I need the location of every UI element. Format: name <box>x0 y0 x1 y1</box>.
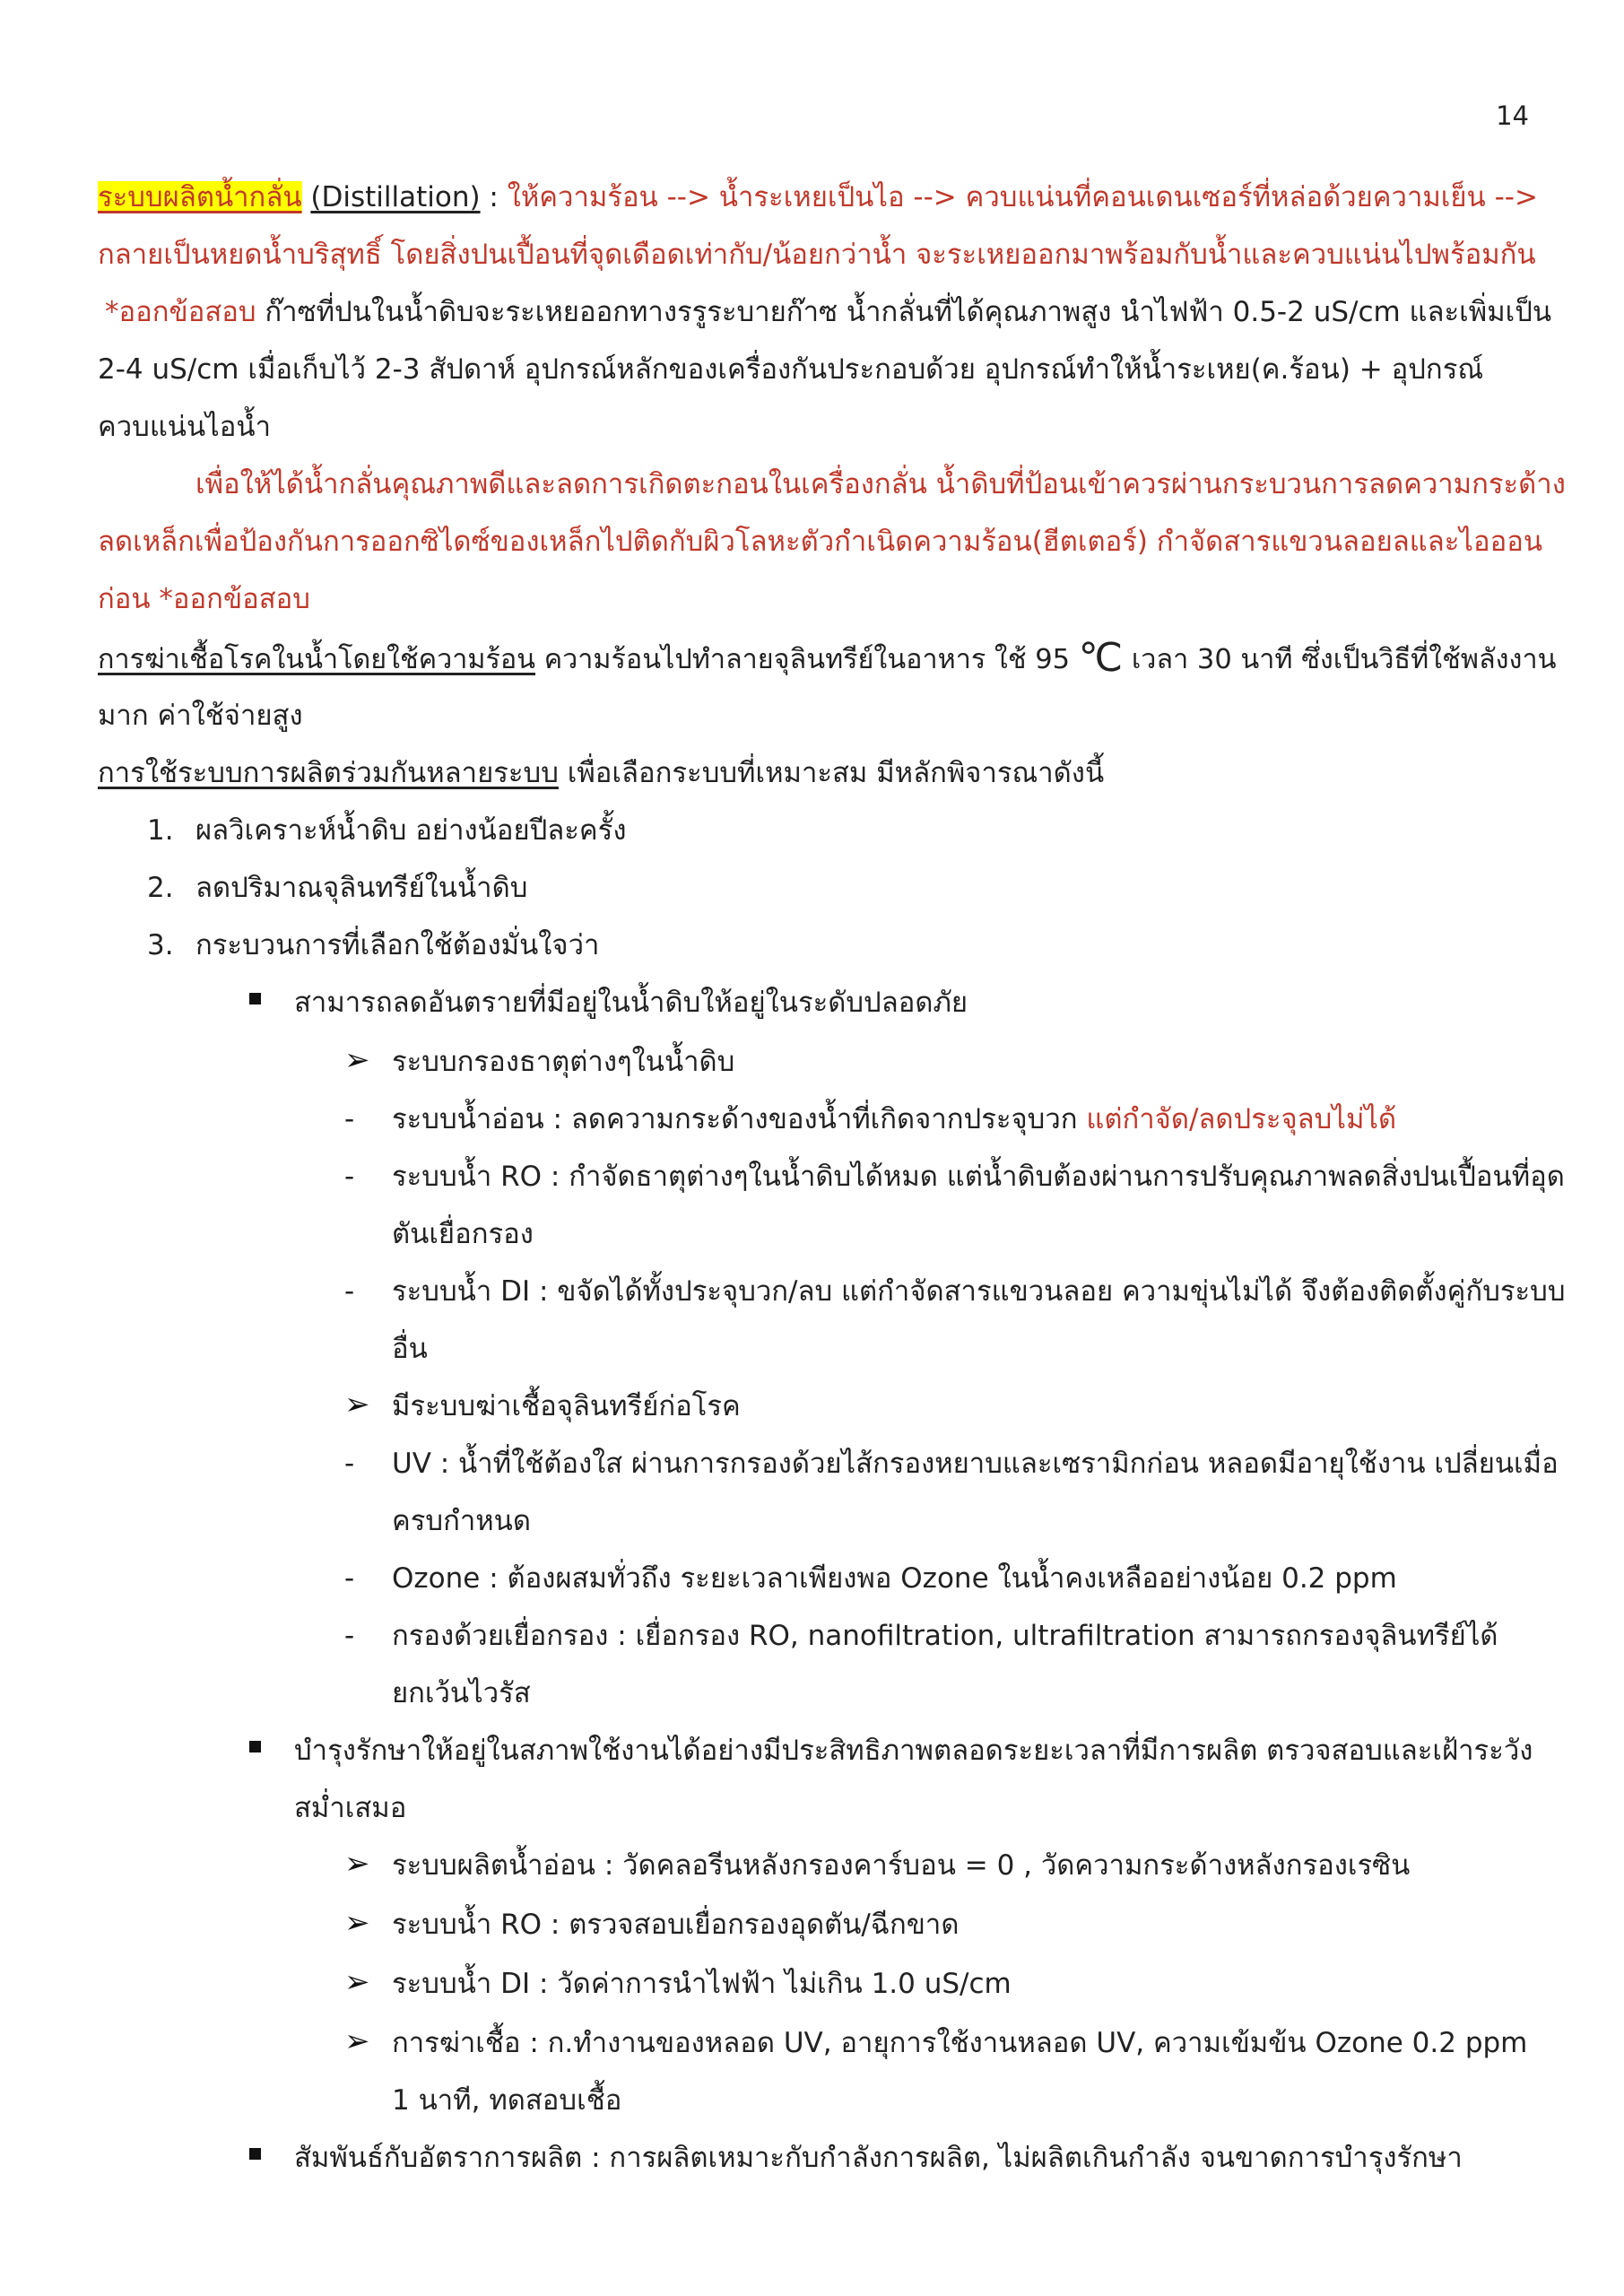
pretreatment-line-2: ลดเหล็กเพื่อป้องกันการออกซิไดซ์ของเหล็กไปติดกับผิวโลหะตัวกำเนิดความร้อน(ฮีตเตอร์) กำจัดสารแขวนลอยลและไอออน <box>98 526 1543 558</box>
soft-water-note: แต่กำจัด/ลดประจุลบไม่ได้ <box>1086 1103 1397 1135</box>
heat-disinfection-line-2: มาก ค่าใช้จ่ายสูง <box>98 700 303 732</box>
dash-marker: - <box>344 1275 355 1308</box>
maint-soft-water: ระบบผลิตน้ำอ่อน : วัดคลอรีนหลังกรองคาร์บอน = 0 , วัดความกระด้างหลังกรองเรซิน <box>392 1849 1411 1882</box>
maint-disinfection-line-2: 1 นาที, ทดสอบเชื้อ <box>392 2084 622 2117</box>
maint-ro: ระบบน้ำ RO : ตรวจสอบเยื่อกรองอุดตัน/ฉีกขาด <box>392 1909 960 1941</box>
arrow-bullet-icon: ➢ <box>344 1042 370 1078</box>
list-item-3: กระบวนการที่เลือกใช้ต้องมั่นใจว่า <box>195 929 600 961</box>
dash-marker: - <box>344 1161 355 1193</box>
heat-disinfection-line-1: การฆ่าเชื้อโรคในน้ำโดยใช้ความร้อน ความร้อนไปทำลายจุลินทรีย์ในอาหาร ใช้ 95 ℃ เวลา 30 นาที ซึ่งเป็นวิธีที่ใช้พลังงาน <box>98 635 1557 681</box>
arrow-bullet-icon: ➢ <box>344 1905 370 1941</box>
arrow-bullet-icon: ➢ <box>344 2023 370 2059</box>
bullet-square <box>249 1741 261 1752</box>
disinfection-heading: มีระบบฆ่าเชื้อจุลินทรีย์ก่อโรค <box>392 1390 741 1422</box>
uv-line-2: ครบกำหนด <box>392 1505 531 1537</box>
distillation-heading: ระบบผลิตน้ำกลั่น <box>98 181 302 213</box>
arrow-bullet-icon: ➢ <box>344 1964 370 2000</box>
ro-line-1: ระบบน้ำ RO : กำจัดธาตุต่างๆในน้ำดิบได้หมด แต่น้ำดิบต้องผ่านการปรับคุณภาพลดสิ่งปนเปื้อนที่อุด <box>392 1161 1565 1193</box>
maint-di: ระบบน้ำ DI : วัดค่าการนำไฟฟ้า ไม่เกิน 1.0 uS/cm <box>392 1968 1012 2000</box>
distillation-line-2: กลายเป็นหยดน้ำบริสุทธิ์ โดยสิ่งปนเปื้อนที่จุดเดือดเท่ากับ/น้อยกว่าน้ำ จะระเหยออกมาพร้อมกับน้ำและควบแน่นไปพร้อมกัน <box>98 239 1536 271</box>
dash-marker: - <box>344 1103 355 1135</box>
arrow-bullet-icon: ➢ <box>344 1846 370 1882</box>
soft-water-line: ระบบน้ำอ่อน : ลดความกระด้างของน้ำที่เกิดจากประจุบวก แต่กำจัด/ลดประจุลบไม่ได้ <box>392 1103 1397 1135</box>
bullet-square <box>249 993 261 1004</box>
list-number-2: 2. <box>147 872 174 904</box>
list-number-1: 1. <box>147 814 174 847</box>
distillation-line-1: ระบบผลิตน้ำกลั่น (Distillation) : ให้ความร้อน --> น้ำระเหยเป็นไอ --> ควบแน่นที่คอนเดนเซอร์ที่หล่อด้วยความเย็น --> <box>98 181 1538 213</box>
heat-disinfection-heading: การฆ่าเชื้อโรคในน้ำโดยใช้ความร้อน <box>98 644 536 675</box>
bullet-2-line-1: บำรุงรักษาให้อยู่ในสภาพใช้งานได้อย่างมีประสิทธิภาพตลอดระยะเวลาที่มีการผลิต ตรวจสอบและเฝ้าระวัง <box>294 1735 1533 1767</box>
di-line-2: อื่น <box>392 1333 428 1365</box>
page-number: 14 <box>1496 100 1529 131</box>
distillation-line-5: ควบแน่นไอน้ำ <box>98 411 271 443</box>
list-number-3: 3. <box>147 929 174 961</box>
bullet-1-text: สามารถลดอันตรายที่มีอยู่ในน้ำดิบให้อยู่ในระดับปลอดภัย <box>294 987 968 1019</box>
membrane-line-1: กรองด้วยเยื่อกรอง : เยื่อกรอง RO, nanofiltration, ultrafiltration สามารถกรองจุลินทรีย์ได้ <box>392 1620 1498 1652</box>
dash-marker: - <box>344 1448 355 1480</box>
list-item-1: ผลวิเคราะห์น้ำดิบ อย่างน้อยปีละครั้ง <box>195 814 627 847</box>
di-line-1: ระบบน้ำ DI : ขจัดได้ทั้งประจุบวก/ลบ แต่กำจัดสารแขวนลอย ความขุ่นไม่ได้ จึงต้องติดตั้งคู่กับระบบ <box>392 1275 1566 1308</box>
bullet-square <box>249 2148 261 2160</box>
celsius-symbol: ℃ <box>1078 635 1124 681</box>
membrane-line-2: ยกเว้นไวรัส <box>392 1677 531 1709</box>
distillation-line-3: *ออกข้อสอบ ก๊าซที่ปนในน้ำดิบจะระเหยออกทางรรูระบายก๊าซ น้ำกลั่นที่ได้คุณภาพสูง นำไฟฟ้า 0.5-2 uS/cm และเพิ่มเป็น <box>105 296 1552 328</box>
distillation-line-4: 2-4 uS/cm เมื่อเก็บไว้ 2-3 สัปดาห์ อุปกรณ์หลักของเครื่องกันประกอบด้วย อุปกรณ์ทำให้น้ำระเหย(ค.ร้อน) + อุปกรณ์ <box>98 353 1484 386</box>
combined-systems-heading: การใช้ระบบการผลิตร่วมกันหลายระบบ <box>98 757 559 789</box>
ozone-line: Ozone : ต้องผสมทั่วถึง ระยะเวลาเพียงพอ Ozone ในน้ำคงเหลืออย่างน้อย 0.2 ppm <box>392 1562 1397 1595</box>
pretreatment-line-1: เพื่อให้ได้น้ำกลั่นคุณภาพดีและลดการเกิดตะกอนในเครื่องกลั่น น้ำดิบที่ป้อนเข้าควรผ่านกระบวนการลดความกระด้าง <box>195 468 1566 500</box>
dash-marker: - <box>344 1562 355 1595</box>
list-item-2: ลดปริมาณจุลินทรีย์ในน้ำดิบ <box>195 872 528 904</box>
pretreatment-line-3: ก่อน *ออกข้อสอบ <box>98 583 310 615</box>
maint-disinfection-line-1: การฆ่าเชื้อ : ก.ทำงานของหลอด UV, อายุการใช้งานหลอด UV, ความเข้มข้น Ozone 0.2 ppm <box>392 2027 1528 2059</box>
bullet-3-text: สัมพันธ์กับอัตราการผลิต : การผลิตเหมาะกับกำลังการผลิต, ไม่ผลิตเกินกำลัง จนขาดการบำรุงรักษา <box>294 2142 1463 2174</box>
arrow-bullet-icon: ➢ <box>344 1387 370 1422</box>
ro-line-2: ตันเยื่อกรอง <box>392 1218 534 1250</box>
bullet-2-line-2: สม่ำเสมอ <box>294 1792 407 1824</box>
combined-systems-line: การใช้ระบบการผลิตร่วมกันหลายระบบ เพื่อเลือกระบบที่เหมาะสม มีหลักพิจารณาดังนี้ <box>98 757 1105 789</box>
dash-marker: - <box>344 1620 355 1652</box>
exam-note: *ออกข้อสอบ <box>105 296 256 328</box>
distillation-text: ให้ความร้อน --> น้ำระเหยเป็นไอ --> ควบแน่นที่คอนเดนเซอร์ที่หล่อด้วยความเย็น --> <box>507 181 1538 213</box>
distillation-heading-en: (Distillation) <box>310 181 481 213</box>
uv-line-1: UV : น้ำที่ใช้ต้องใส ผ่านการกรองด้วยไส้กรองหยาบและเซรามิกก่อน หลอดมีอายุใช้งาน เปลี่ยนเมื่อ <box>392 1448 1559 1480</box>
filter-system-heading: ระบบกรองธาตุต่างๆในน้ำดิบ <box>392 1046 735 1078</box>
